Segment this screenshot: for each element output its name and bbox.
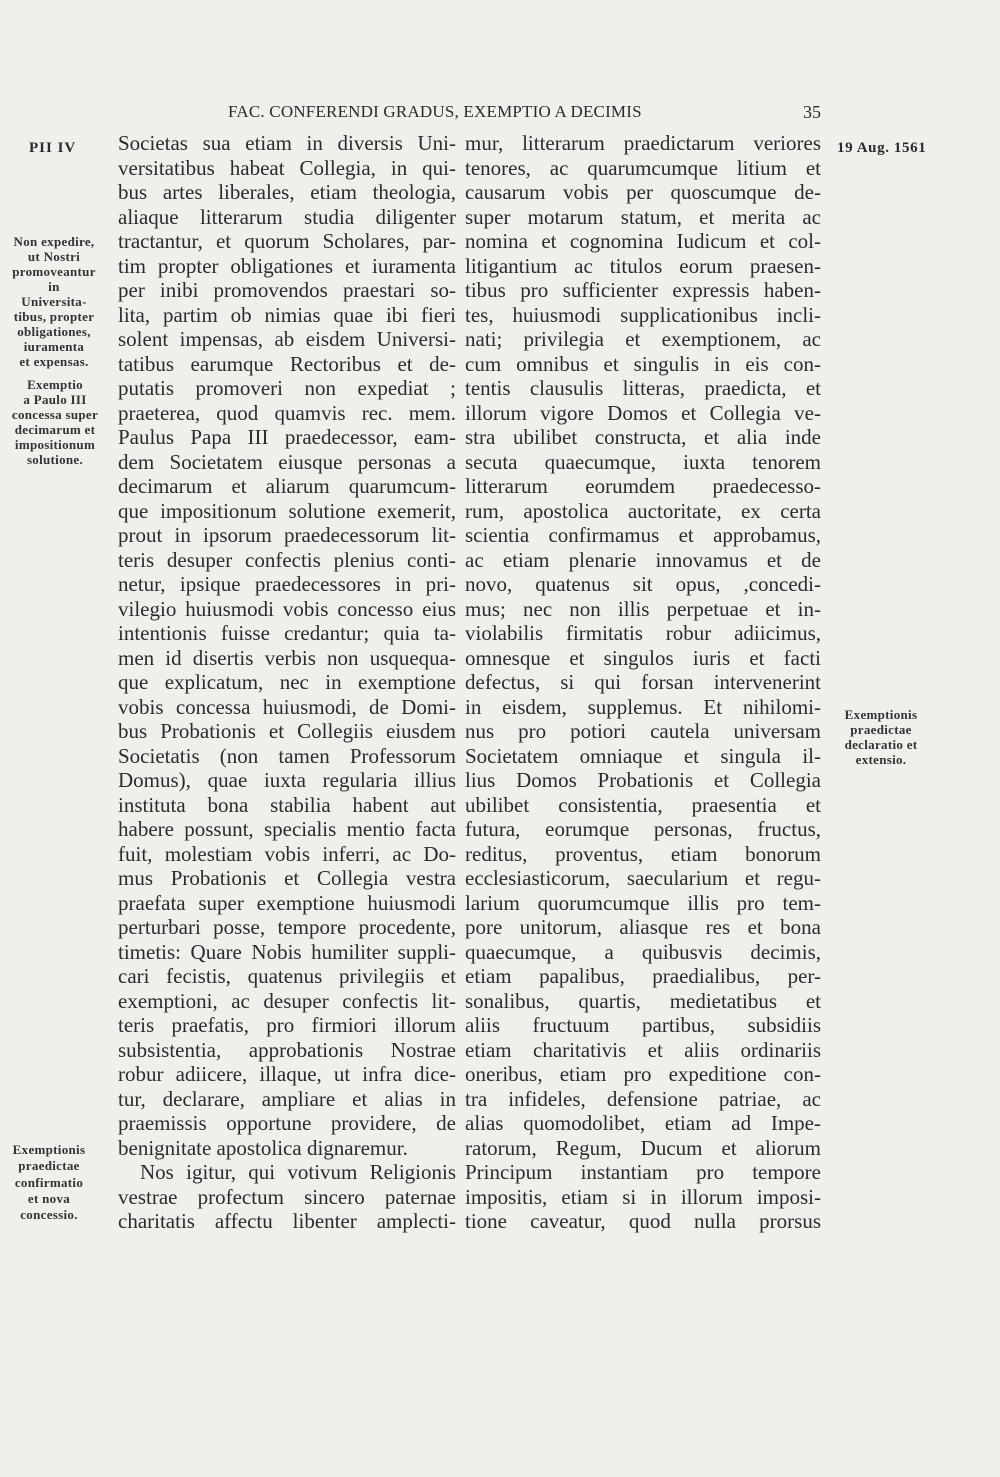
text-line: quaecumque, a quibusvis decimis,	[465, 939, 821, 964]
text-line: nus pro potiori cautela universam	[465, 719, 821, 743]
text-line: omnesque et singulos iuris et facti	[465, 645, 821, 670]
margin-note-line: praedictae	[18, 1158, 80, 1174]
margin-note-line: Non expedire,	[13, 234, 95, 249]
margin-note-line: et expensas.	[19, 354, 89, 369]
margin-note-line: decimarum et	[14, 422, 96, 437]
margin-note-line: praedictae	[850, 722, 912, 737]
text-line: etiam charitativis et aliis ordinariis	[465, 1037, 821, 1062]
text-line: pore unitorum, aliasque res et bona	[465, 915, 821, 939]
margin-note-line: concessa super	[11, 407, 99, 422]
margin-note-line: tibus, propter	[13, 309, 95, 324]
text-line: praeterea, quod quamvis rec. mem.	[118, 400, 456, 425]
text-line: tra infideles, defensione patriae, ac	[465, 1086, 821, 1111]
margin-pontiff-label: PII IV	[29, 140, 77, 156]
text-line: alias quomodolibet, etiam ad Impe-	[465, 1111, 821, 1135]
text-line: bus artes liberales, etiam theologia,	[118, 180, 456, 204]
text-line: in eisdem, supplemus. Et nihilomi-	[465, 694, 821, 719]
text-line: intentionis fuisse credantur; quia ta-	[118, 621, 456, 645]
text-line: aliaque litterarum studia diligenter	[118, 204, 456, 229]
text-line: que explicatum, nec in exemptione	[118, 670, 456, 694]
text-line: ac etiam plenarie innovamus et de	[465, 547, 821, 572]
text-line: tione caveatur, quod nulla prorsus	[465, 1209, 821, 1233]
text-line: ecclesiasticorum, saecularium et regu-	[465, 866, 821, 890]
text-line: aliis fructuum partibus, subsidiis	[465, 1013, 821, 1037]
text-line: fuit, molestiam vobis inferri, ac Do-	[118, 841, 456, 866]
text-line: vestrae profectum sincero paternae	[118, 1184, 456, 1209]
text-line: impositis, etiam si in illorum imposi-	[465, 1184, 821, 1209]
margin-note-line: confirmatio	[14, 1174, 84, 1190]
text-line: oneribus, etiam pro expeditione con-	[465, 1062, 821, 1086]
text-line: nati; privilegia et exemptionem, ac	[465, 327, 821, 351]
text-line: secuta quaecumque, iuxta tenorem	[465, 449, 821, 474]
text-line: reditus, proventus, etiam bonorum	[465, 841, 821, 866]
text-line: vobis concessa huiusmodi, de Domi-	[118, 694, 456, 719]
margin-note-line: a Paulo III	[23, 392, 87, 407]
margin-note-confirmatio	[1, 1142, 97, 1223]
margin-note-line: obligationes,	[17, 324, 91, 339]
page-number: 35	[803, 102, 821, 122]
text-line: dem Societatem eiusque personas a	[118, 449, 456, 474]
margin-note-non-expedire	[6, 234, 102, 369]
text-line: benignitate apostolica dignaremur.	[118, 1135, 408, 1160]
text-line: men id disertis verbis non usquequa-	[118, 645, 456, 670]
text-line: rum, apostolica auctoritate, ex certa	[465, 498, 821, 523]
text-line: praefata super exemptione huiusmodi	[118, 890, 456, 915]
text-line: nomina et cognomina Iudicum et col-	[465, 229, 821, 253]
text-line: prout in ipsorum praedecessorum lit-	[118, 523, 456, 547]
margin-date-label: 19 Aug. 1561	[837, 140, 927, 156]
text-line: litterarum eorumdem praedecesso-	[465, 474, 821, 498]
text-line: cum omnibus et singulis in eis con-	[465, 351, 821, 376]
text-line: stra ubilibet constructa, et alia inde	[465, 425, 821, 449]
text-line: vilegio huiusmodi vobis concesso eius	[118, 596, 456, 621]
text-line: tractantur, et quorum Scholares, par-	[118, 229, 456, 253]
text-line: teris praefatis, pro firmiori illorum	[118, 1013, 456, 1037]
text-line: Nos igitur, qui votivum Religionis	[140, 1160, 456, 1184]
margin-note-line: Universita-	[21, 294, 87, 309]
text-line: mus; nec non illis perpetuae et in-	[465, 596, 821, 621]
text-line: habere possunt, specialis mentio facta	[118, 817, 456, 841]
text-line: tim propter obligationes et iuramenta	[118, 253, 456, 278]
text-line: timetis: Quare Nobis humiliter suppli-	[118, 939, 456, 964]
margin-note-declaratio	[833, 707, 929, 767]
text-line: Societatis (non tamen Professorum	[118, 743, 456, 768]
text-line: super motarum statum, et merita ac	[465, 204, 821, 229]
text-line: per inibi promovendos praestari so-	[118, 278, 456, 302]
text-line: perturbari posse, tempore procedente,	[118, 915, 456, 939]
text-line: lius Domos Probationis et Collegia	[465, 768, 821, 792]
margin-note-line: Exemptionis	[844, 707, 918, 722]
text-line: charitatis affectu libenter amplecti-	[118, 1209, 456, 1233]
text-line: exemptioni, ac desuper confectis lit-	[118, 988, 456, 1013]
text-line: sonalibus, quartis, medietatibus et	[465, 988, 821, 1013]
text-line: futura, eorumque personas, fructus,	[465, 817, 821, 841]
text-line: Principum instantiam pro tempore	[465, 1160, 821, 1184]
margin-note-line: solutione.	[26, 452, 84, 467]
text-line: teris desuper confectis plenius conti-	[118, 547, 456, 572]
text-column-left	[118, 131, 456, 1234]
margin-note-line: concessio.	[20, 1207, 78, 1223]
text-line: causarum vobis per quoscumque de-	[465, 180, 821, 204]
text-line: instituta bona stabilia habent aut	[118, 792, 456, 817]
margin-note-line: impositionum	[14, 437, 96, 452]
text-line: tibus pro sufficienter expressis haben-	[465, 278, 821, 302]
text-line: illorum vigore Domos et Collegia ve-	[465, 400, 821, 425]
text-line: novo, quatenus sit opus, ,concedi-	[465, 572, 821, 596]
text-line: ratorum, Regum, Ducum et aliorum	[465, 1135, 821, 1160]
text-line: Societas sua etiam in diversis Uni-	[118, 131, 456, 155]
text-line: netur, ipsique praedecessores in pri-	[118, 572, 456, 596]
text-line: tentis clausulis litteras, praedicta, et	[465, 376, 821, 400]
text-line: decimarum et aliarum quarumcum-	[118, 474, 456, 498]
text-line: praemissis opportune providere, de	[118, 1111, 456, 1135]
text-line: versitatibus habeat Collegia, in qui-	[118, 155, 456, 180]
margin-note-line: declaratio et	[844, 737, 918, 752]
text-line: tes, huiusmodi supplicationibus incli-	[465, 302, 821, 327]
margin-note-line: in	[48, 279, 60, 294]
text-line: que impositionum solutione exemerit,	[118, 498, 456, 523]
text-line: litigantium ac titulos eorum praesen-	[465, 253, 821, 278]
margin-note-exemptio-paulo	[7, 377, 103, 467]
margin-note-line: et nova	[27, 1190, 71, 1206]
text-line: ubilibet consistentia, praesentia et	[465, 792, 821, 817]
text-line: putatis promoveri non expediat ;	[118, 376, 456, 400]
text-line: tur, declarare, ampliare et alias in	[118, 1086, 456, 1111]
margin-note-line: Exemptionis	[12, 1142, 86, 1157]
text-line: bus Probationis et Collegiis eiusdem	[118, 719, 456, 743]
text-line: mur, litterarum praedictarum veriores	[465, 131, 821, 155]
running-title: FAC. CONFERENDI GRADUS, EXEMPTIO A DECIMIS	[228, 102, 642, 121]
text-line: subsistentia, approbationis Nostrae	[118, 1037, 456, 1062]
text-line: mus Probationis et Collegia vestra	[118, 866, 456, 890]
text-line: cari fecistis, quatenus privilegiis et	[118, 964, 456, 988]
margin-note-line: promoveantur	[12, 264, 96, 279]
text-line: scientia confirmamus et approbamus,	[465, 523, 821, 547]
text-line: Domus), quae iuxta regularia illius	[118, 768, 456, 792]
text-line: Paulus Papa III praedecessor, eam-	[118, 425, 456, 449]
text-column-right	[465, 131, 821, 1234]
text-line: larium quorumcumque illis pro tem-	[465, 890, 821, 915]
text-line: Societatem omniaque et singula il-	[465, 743, 821, 768]
margin-note-line: Exemptio	[27, 377, 83, 392]
text-line: etiam papalibus, praedialibus, per-	[465, 964, 821, 988]
text-line: defectus, si qui forsan intervenerint	[465, 670, 821, 694]
margin-note-line: ut Nostri	[27, 249, 81, 264]
text-line: tatibus earumque Rectoribus et de-	[118, 351, 456, 376]
text-line: robur adiicere, illaque, ut infra dice-	[118, 1062, 456, 1086]
text-line: lita, partim ob nimias quae ibi fieri	[118, 302, 456, 327]
margin-note-line: iuramenta	[23, 339, 85, 354]
text-line: solent impensas, ab eisdem Universi-	[118, 327, 456, 351]
margin-note-line: extensio.	[855, 752, 907, 767]
text-line: tenores, ac quarumcumque litium et	[465, 155, 821, 180]
text-line: violabilis firmitatis robur adiicimus,	[465, 621, 821, 645]
